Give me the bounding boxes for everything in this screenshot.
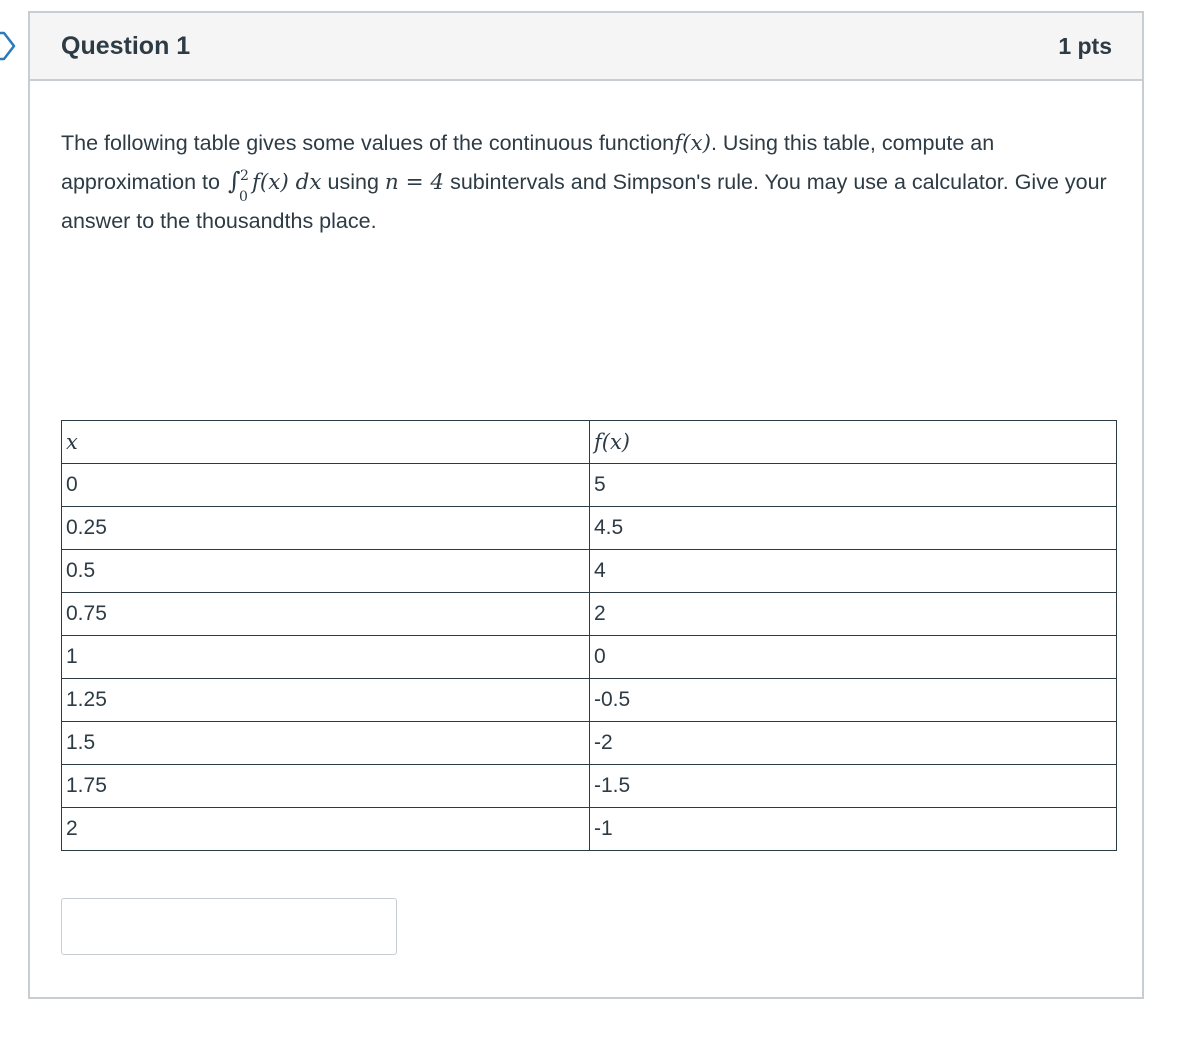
question-marker-icon bbox=[0, 30, 16, 62]
integral-lower-limit: 0 bbox=[238, 189, 248, 205]
table-row bbox=[62, 679, 1117, 722]
column-header-x: x bbox=[62, 421, 590, 464]
x-cell: 1.25 bbox=[62, 679, 590, 722]
question-text-part1: The following table gives some values of the continuous function bbox=[61, 131, 675, 155]
table-header-row bbox=[62, 421, 1117, 464]
x-cell: 0.25 bbox=[62, 507, 590, 550]
fx-cell: 0 bbox=[590, 636, 1117, 679]
answer-input[interactable] bbox=[61, 898, 397, 955]
table-row bbox=[62, 722, 1117, 765]
fx-cell: 4.5 bbox=[590, 507, 1117, 550]
fx-cell: -2 bbox=[590, 722, 1117, 765]
question-text-part3: using bbox=[321, 170, 385, 194]
function-expression: f(x) bbox=[674, 131, 711, 156]
x-cell: 1.5 bbox=[62, 722, 590, 765]
x-cell: 0 bbox=[62, 464, 590, 507]
table-row bbox=[62, 464, 1117, 507]
fx-cell: -1 bbox=[590, 808, 1117, 851]
fx-cell: 5 bbox=[590, 464, 1117, 507]
table-row bbox=[62, 507, 1117, 550]
question-text-part4: subintervals and Simpson's rule. You may use a calculator. Give your answer to the thousandths place. bbox=[61, 170, 1107, 233]
question-title: Question 1 bbox=[61, 31, 191, 60]
x-cell: 1 bbox=[62, 636, 590, 679]
table-row bbox=[62, 550, 1117, 593]
x-cell: 0.5 bbox=[62, 550, 590, 593]
n-expression: n = 4 bbox=[384, 170, 445, 195]
fx-cell: -0.5 bbox=[590, 679, 1117, 722]
table-row bbox=[62, 765, 1117, 808]
fx-cell: -1.5 bbox=[590, 765, 1117, 808]
question-panel bbox=[28, 11, 1144, 999]
question-points: 1 pts bbox=[1058, 32, 1112, 59]
question-text bbox=[61, 124, 1121, 241]
fx-cell: 2 bbox=[590, 593, 1117, 636]
integrand-expression: f(x) dx bbox=[251, 170, 322, 195]
table-row bbox=[62, 808, 1117, 851]
table-row bbox=[62, 593, 1117, 636]
integral-sign: ∫ 2 0 bbox=[226, 168, 252, 192]
x-cell: 0.75 bbox=[62, 593, 590, 636]
x-cell: 1.75 bbox=[62, 765, 590, 808]
values-table bbox=[61, 420, 1117, 851]
column-header-fx: f(x) bbox=[590, 421, 1117, 464]
question-header bbox=[30, 13, 1142, 81]
table-row bbox=[62, 636, 1117, 679]
fx-cell: 4 bbox=[590, 550, 1117, 593]
integral-upper-limit: 2 bbox=[239, 168, 249, 184]
question-text-part2: . Using this table, compute an approximation to bbox=[61, 131, 995, 194]
x-cell: 2 bbox=[62, 808, 590, 851]
